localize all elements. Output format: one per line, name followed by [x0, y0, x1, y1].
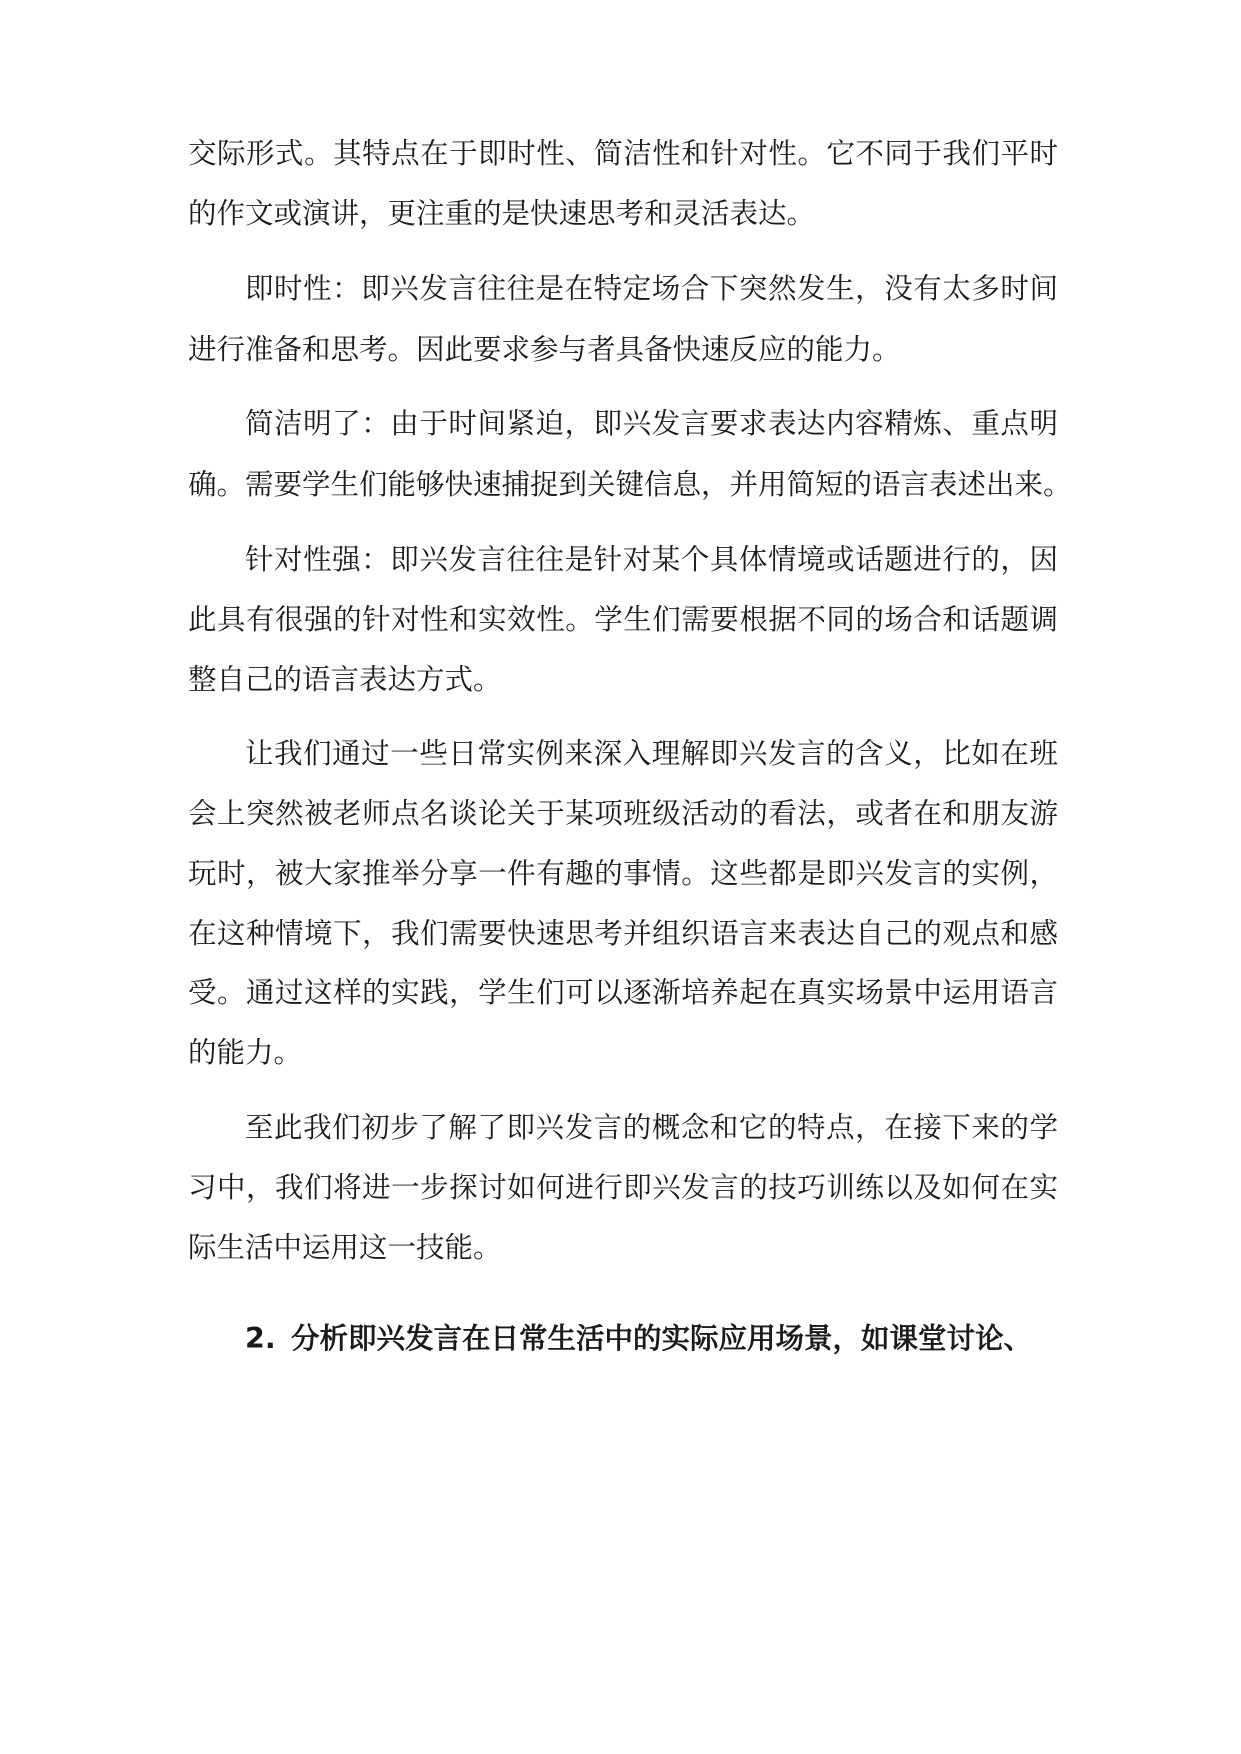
paragraph-line: 在这种情境下，我们需要快速思考并组织语言来表达自己的观点和感 [188, 917, 1058, 950]
paragraph-line: 玩时，被大家推举分享一件有趣的事情。这些都是即兴发言的实例， [188, 857, 1058, 890]
paragraph-line: 让我们通过一些日常实例来深入理解即兴发言的含义，比如在班 [245, 737, 1058, 770]
paragraph-line: 针对性强：即兴发言往往是针对某个具体情境或话题进行的，因 [245, 543, 1058, 576]
paragraph-line: 进行准备和思考。因此要求参与者具备快速反应的能力。 [188, 333, 901, 366]
paragraph-line: 习中，我们将进一步探讨如何进行即兴发言的技巧训练以及如何在实 [188, 1171, 1058, 1204]
section-heading [245, 1319, 1035, 1359]
paragraph-line: 会上突然被老师点名谈论关于某项班级活动的看法，或者在和朋友游 [188, 797, 1058, 830]
paragraph-line: 交际形式。其特点在于即时性、简洁性和针对性。它不同于我们平时 [188, 137, 1058, 170]
paragraph-line: 至此我们初步了解了即兴发言的概念和它的特点，在接下来的学 [245, 1111, 1058, 1144]
section-heading-text: 分析即兴发言在日常生活中的实际应用场景，如课堂讨论、 [291, 1322, 1033, 1355]
paragraph-line: 即时性：即兴发言往往是在特定场合下突然发生，没有太多时间 [245, 272, 1058, 305]
paragraph-line: 确。需要学生们能够快速捕捉到关键信息，并用简短的语言表述出来。 [188, 468, 1072, 501]
paragraph-line: 受。通过这样的实践，学生们可以逐渐培养起在真实场景中运用语言 [188, 976, 1058, 1009]
paragraph-line: 的作文或演讲，更注重的是快速思考和灵活表达。 [188, 197, 816, 230]
paragraph-line: 际生活中运用这一技能。 [188, 1231, 502, 1264]
section-heading-number: 2. [245, 1322, 276, 1355]
paragraph-line: 简洁明了：由于时间紧迫，即兴发言要求表达内容精炼、重点明 [245, 407, 1058, 440]
paragraph-line: 的能力。 [188, 1036, 303, 1069]
paragraph-line: 此具有很强的针对性和实效性。学生们需要根据不同的场合和话题调 [188, 603, 1058, 636]
paragraph-line: 整自己的语言表达方式。 [188, 663, 502, 696]
